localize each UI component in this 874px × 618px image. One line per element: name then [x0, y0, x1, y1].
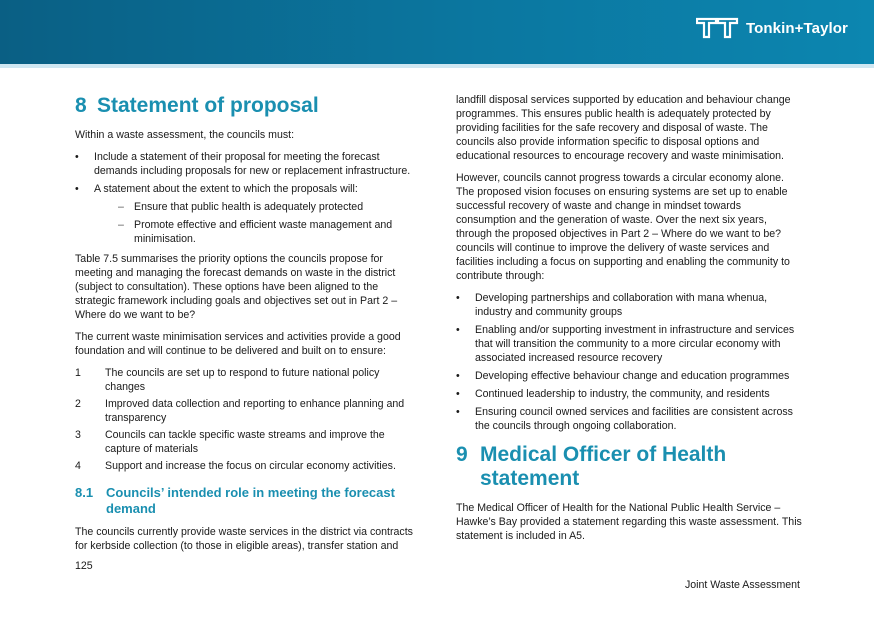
item-number: 3: [75, 429, 81, 441]
item-number: 2: [75, 398, 81, 410]
subsection-number: 8.1: [75, 485, 94, 500]
section-8-1-heading: [75, 485, 417, 517]
list-item: • Include a statement of their proposal for meeting the forecast demands including proposals for new or replacement infrastructure.: [75, 150, 417, 178]
numbered-item: [75, 459, 417, 473]
list-item: • Developing partnerships and collaboration with mana whenua, industry and community groups: [456, 291, 802, 319]
numbered-item: [75, 397, 417, 425]
list-item: • Enabling and/or supporting investment in infrastructure and services that will transition the community to a more circular economy with associated increased resource recovery: [456, 323, 802, 365]
tt-logo-mark-icon: [696, 17, 740, 39]
item-text: The councils are set up to respond to future national policy changes: [105, 367, 380, 393]
item-text: Support and increase the focus on circular economy activities.: [105, 460, 396, 472]
sub-list-item: – Ensure that public health is adequately protected: [75, 200, 417, 214]
section-number: 8: [75, 94, 87, 117]
section-9-heading: [456, 443, 802, 491]
paragraph: The councils currently provide waste services in the district via contracts for kerbside collection (to those in eligible areas), transfer station and: [75, 526, 413, 552]
sub-list-item: – Promote effective and efficient waste management and minimisation.: [75, 218, 417, 246]
right-column: [456, 93, 802, 551]
paragraph: However, councils cannot progress towards a circular economy alone. The proposed vision focuses on ensuring systems are set up to enable successful recovery of waste and change in mindset towards consumption and the generation of waste. Over the next six years, through the proposed objectives in Part 2 – Where do we want to be? councils will continue to improve the delivery of waste services and facilities including a focus on supporting and enabling the community to contribute through:: [456, 172, 790, 282]
list-item: • Ensuring council owned services and facilities are consistent across the councils through ongoing collaboration.: [456, 405, 802, 433]
list-item-text: A statement about the extent to which the proposals will:: [94, 183, 358, 195]
item-number: 4: [75, 460, 81, 472]
numbered-item: [75, 366, 417, 394]
community-actions-list: [456, 291, 802, 433]
section-8-heading: [75, 94, 417, 118]
paragraph: Table 7.5 summarises the priority options the councils propose for meeting and managing the forecast demands on waste in the district (subject to consultation). These options have been aligned to the strategic framework including goals and objectives set out in Part 2 – Where do we want to be?: [75, 253, 398, 321]
section-number: 9: [456, 443, 468, 466]
list-item: • Developing effective behaviour change and education programmes: [456, 369, 802, 383]
item-number: 1: [75, 367, 81, 379]
paragraph: The current waste minimisation services and activities provide a good foundation and will continue to be delivered and built on to ensure:: [75, 331, 401, 357]
page-header-band: [0, 0, 874, 64]
list-item: • Continued leadership to industry, the community, and residents: [456, 387, 802, 401]
subsection-title: Councils’ intended role in meeting the forecast demand: [106, 485, 395, 516]
footer-doc-title: Joint Waste Assessment: [684, 579, 800, 591]
list-item: [75, 182, 417, 246]
paragraph: landfill disposal services supported by education and behaviour change programmes. This ensures public health is adequately protected by providing facilities for the safe recovery and disposal of waste. The councils also provide information specific to disposal options and educational resources to encourage recovery and waste minimisation.: [456, 94, 791, 162]
numbered-item: [75, 428, 417, 456]
tonkin-taylor-logo: [696, 16, 848, 40]
requirements-list: [75, 150, 417, 246]
page-number: 125: [75, 560, 93, 572]
item-text: Improved data collection and reporting to enhance planning and transparency: [105, 398, 405, 424]
item-text: Councils can tackle specific waste streams and improve the capture of materials: [105, 429, 385, 455]
left-column: [75, 90, 417, 561]
numbered-list: [75, 366, 417, 473]
header-rule: [0, 64, 874, 68]
logo-text: Tonkin+Taylor: [745, 19, 848, 37]
paragraph: The Medical Officer of Health for the National Public Health Service – Hawke’s Bay provided a statement regarding this waste assessment. This statement is included in A5.: [456, 502, 802, 542]
section-title: Statement of proposal: [97, 94, 319, 117]
sub-list: [75, 200, 417, 246]
section-title: Medical Officer of Health statement: [480, 443, 727, 490]
intro-paragraph: Within a waste assessment, the councils must:: [75, 129, 295, 141]
